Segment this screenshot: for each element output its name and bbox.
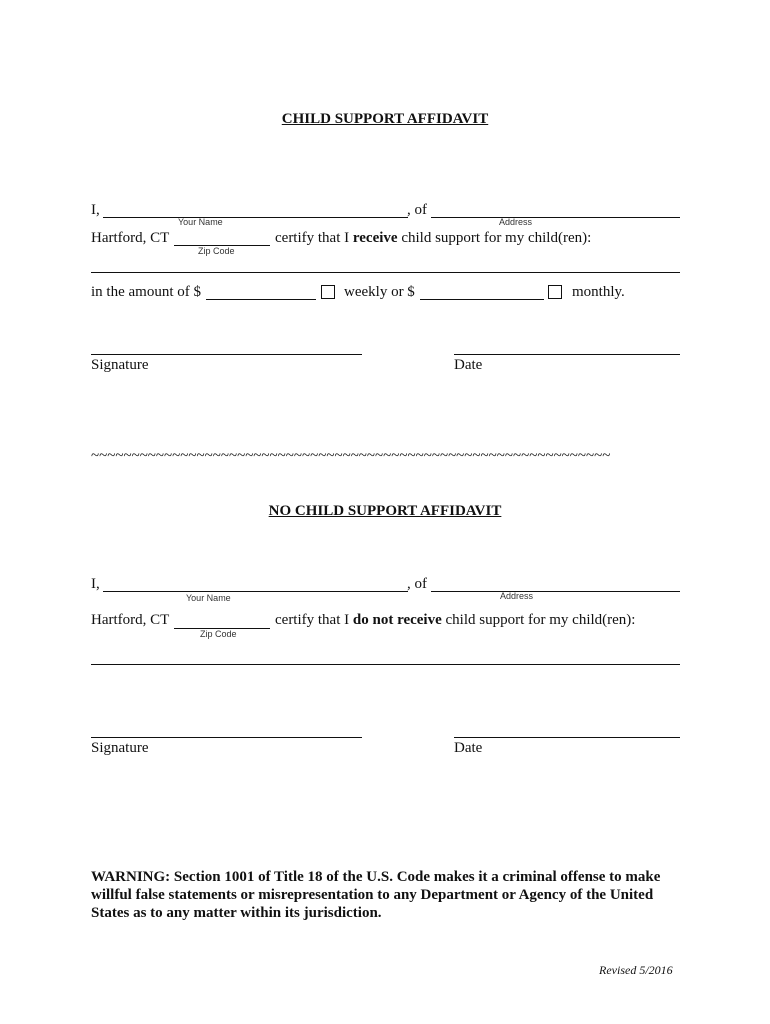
weekly-checkbox[interactable] (321, 285, 335, 299)
monthly-checkbox[interactable] (548, 285, 562, 299)
certify-pre-2: certify that I (275, 612, 350, 628)
signature-field-2[interactable] (91, 737, 362, 738)
your-name-caption-2: Your Name (186, 593, 231, 603)
address-caption-2: Address (500, 591, 534, 601)
children-names-field[interactable] (91, 272, 680, 273)
signature-label: Signature (91, 357, 149, 373)
certify-post-2: child support for my child(ren): (445, 612, 636, 628)
monthly-label: monthly. (572, 284, 625, 300)
address-field-2[interactable] (431, 591, 680, 592)
signature-field[interactable] (91, 354, 362, 355)
your-name-field[interactable] (103, 217, 408, 218)
section-separator: ~~~~~~~~~~~~~~~~~~~~~~~~~~~~~~~~~~~~~~~~~~~~~~~~~~~~~~~~~~~~~~~~ (91, 448, 611, 464)
weekly-amount-field[interactable] (206, 299, 316, 300)
certify-statement-2 (275, 612, 635, 629)
monthly-amount-field[interactable] (420, 299, 544, 300)
certify-bold-2: do not receive (352, 612, 442, 628)
date-label: Date (454, 357, 483, 373)
date-field[interactable] (454, 354, 680, 355)
certify-post: child support for my child(ren): (401, 230, 592, 246)
city-label-2: Hartford, CT (91, 612, 170, 628)
your-name-caption: Your Name (178, 217, 223, 227)
zip-code-caption: Zip Code (198, 246, 235, 256)
certify-statement (275, 230, 591, 247)
weekly-label: weekly or $ (344, 284, 415, 300)
your-name-field-2[interactable] (103, 591, 408, 592)
children-names-field-2[interactable] (91, 664, 680, 665)
no-child-support-affidavit-title: NO CHILD SUPPORT AFFIDAVIT (268, 503, 502, 519)
certify-pre: certify that I (275, 230, 350, 246)
warning-text: WARNING: Section 1001 of Title 18 of the U.S. Code makes it a criminal offense to make willful false statements or misrepresentation to any Department or Agency of the United States as to any matter within its jurisdiction. (91, 869, 661, 921)
address-field[interactable] (431, 217, 680, 218)
zip-code-caption-2: Zip Code (200, 629, 237, 639)
amount-label: in the amount of $ (91, 284, 201, 300)
certify-bold: receive (352, 230, 398, 246)
signature-label-2: Signature (91, 740, 149, 756)
city-label: Hartford, CT (91, 230, 170, 246)
address-caption: Address (499, 217, 533, 227)
date-label-2: Date (454, 740, 483, 756)
i-label-2: I, (91, 576, 100, 592)
date-field-2[interactable] (454, 737, 680, 738)
child-support-affidavit-title: CHILD SUPPORT AFFIDAVIT (281, 111, 489, 127)
i-label: I, (91, 202, 100, 218)
revised-date: Revised 5/2016 (599, 963, 673, 977)
of-label: , of (407, 202, 427, 218)
of-label-2: , of (407, 576, 427, 592)
